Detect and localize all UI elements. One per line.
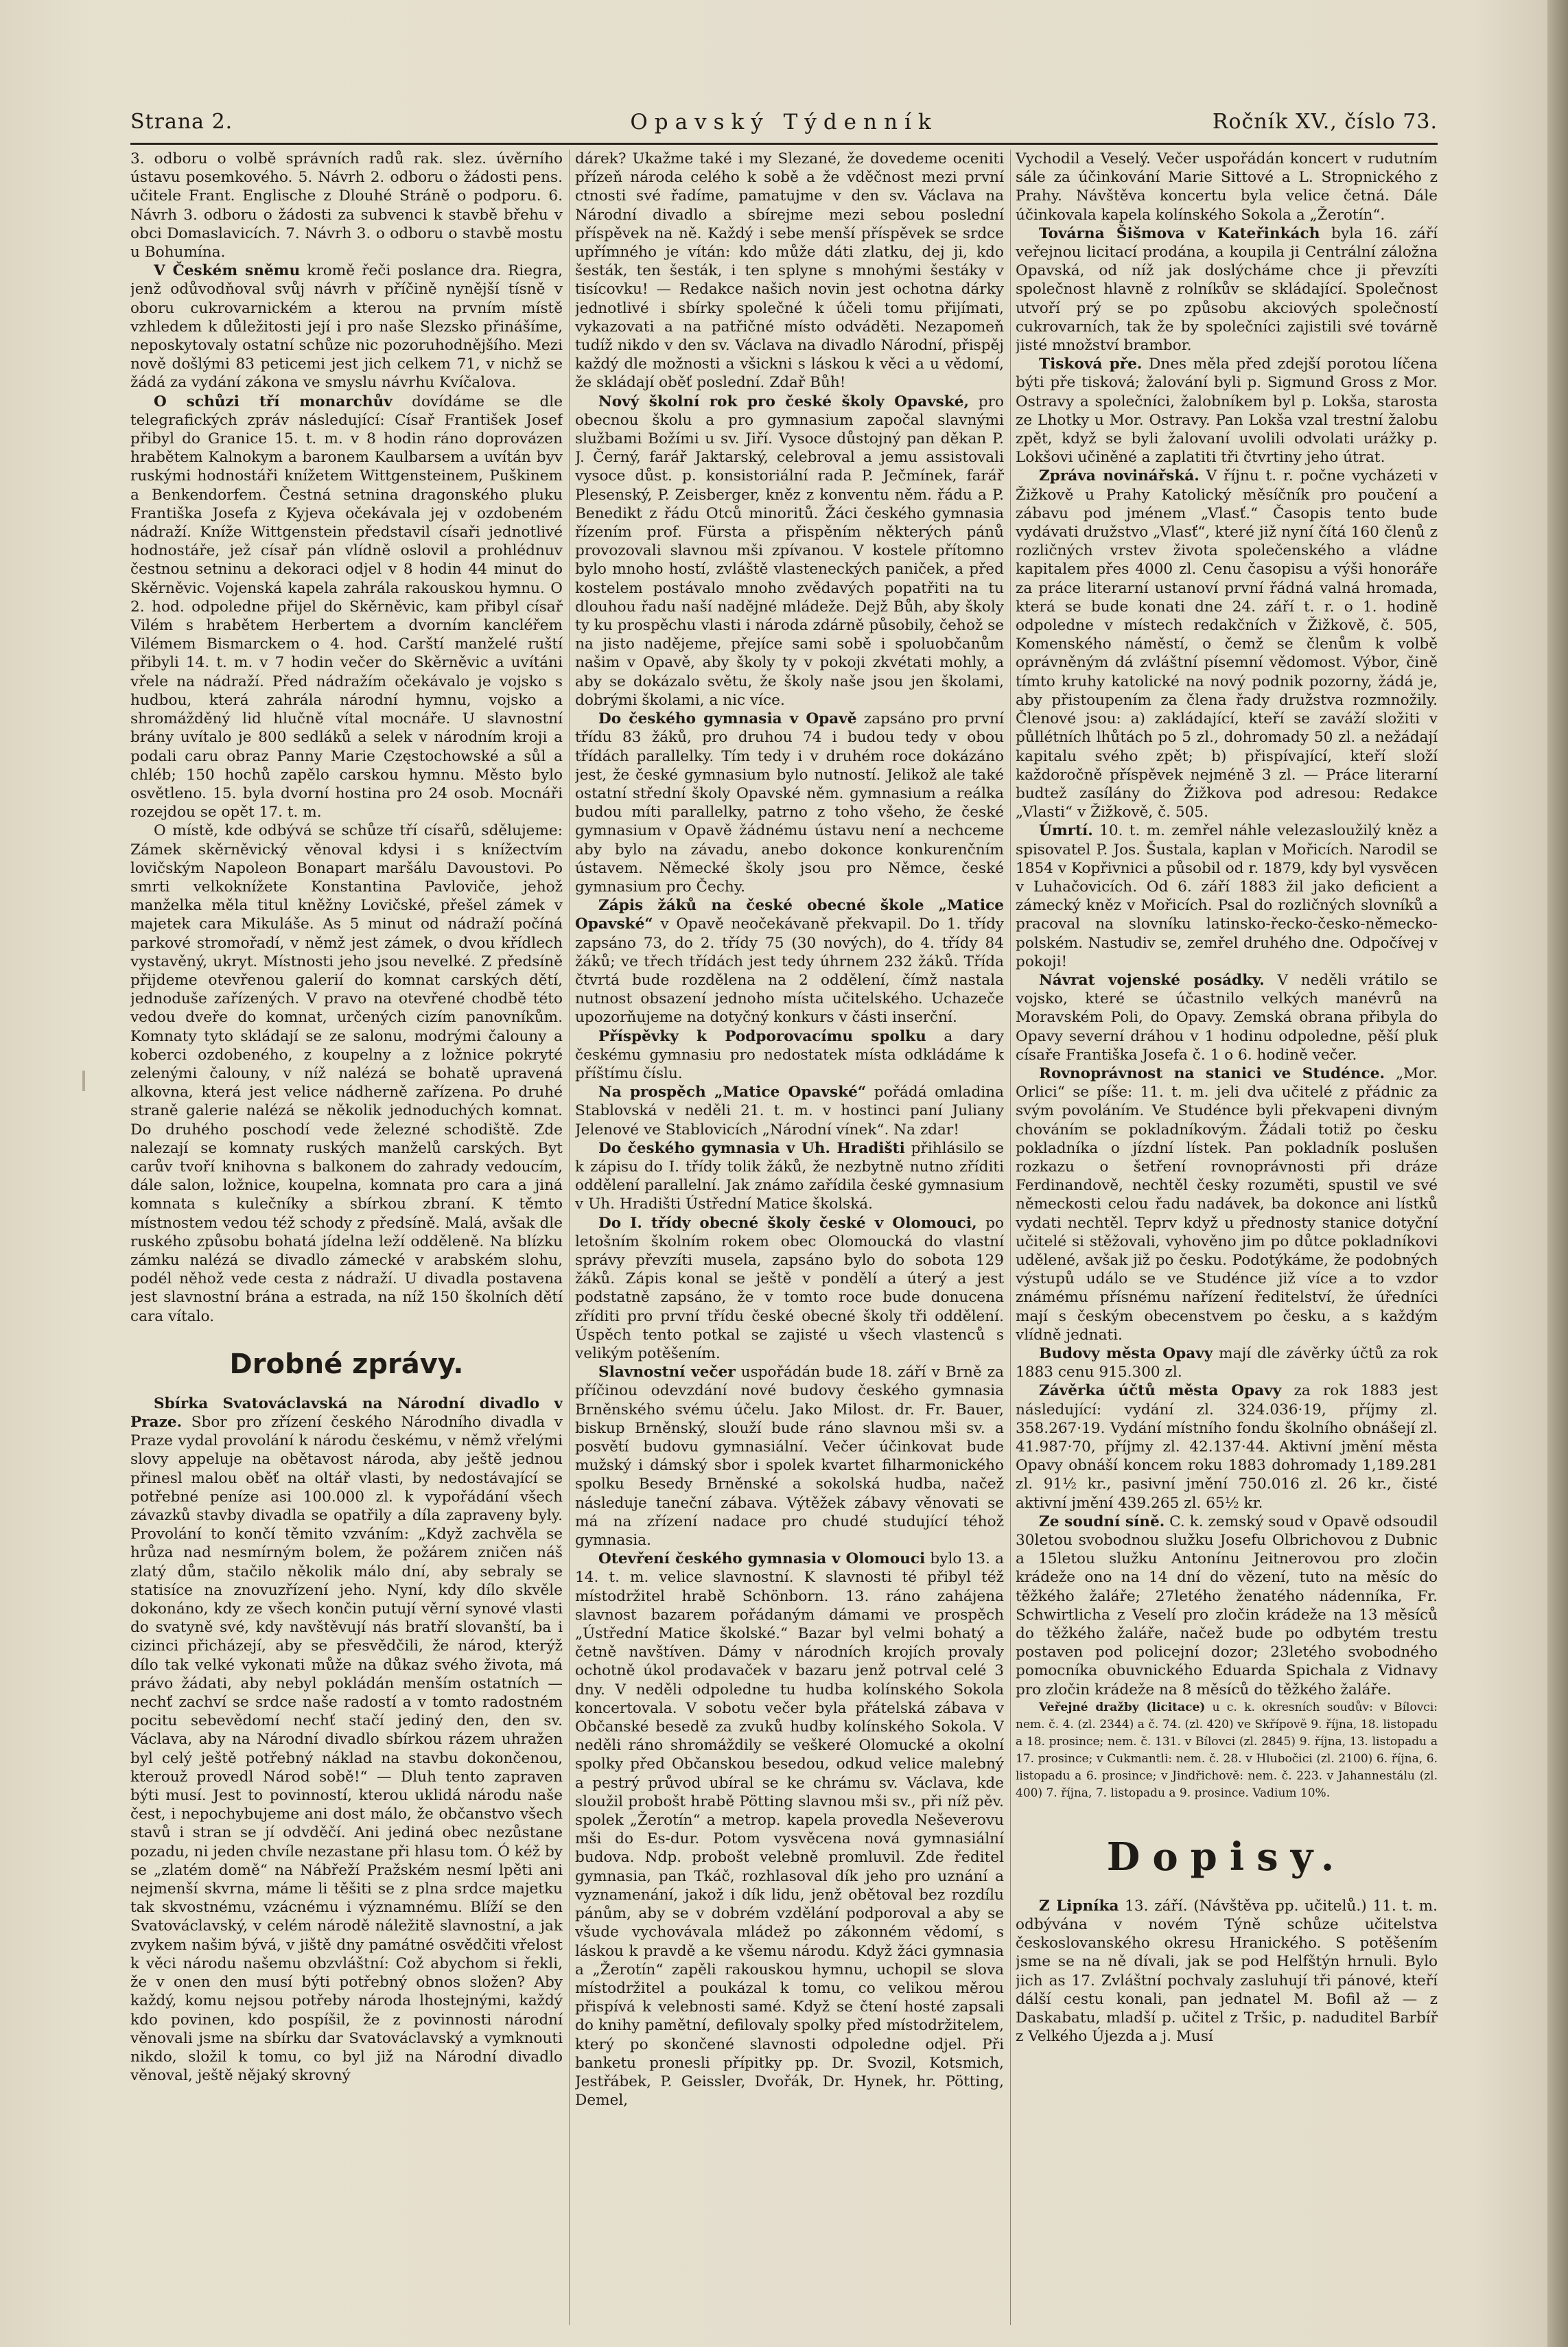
article-text: uspořádán bude 18. září v Brně za příčinou odevzdání nové budovy českého gymnasia Brněnského svému účelu. Jako Milost. dr. Fr. Bauer, biskup Brněnský, slouží bude ráno slavnou mši sv. a posvětí budovu gymnasiální. Večer účinkovat bude mužský i dámský sbor i spolek kvartet filharmonického spolku Besedy Brněnské a sokolská hudba, načež následuje taneční zábava. Výtěžek zábavy věnovati se má na zřízení nadace pro chudé studující téhož gymnasia. xyxy=(575,1364,1004,1550)
article-paragraph xyxy=(575,1139,1004,1214)
article-lead: Příspěvky k Podporovacímu spolku xyxy=(598,1027,926,1045)
header-rule xyxy=(130,143,1438,145)
article-lead: Tisková pře. xyxy=(1039,355,1143,373)
binding-mark xyxy=(82,1071,85,1091)
article-paragraph xyxy=(1016,467,1438,821)
article-text: přihlásilo se k zápisu do I. třídy tolik žáků, že nezbytně nutno zříditi oddělení parallelní. Jak známo zařídila české gymnasium v Uh. Hradišti Ústřední Matice školská. xyxy=(575,1139,1004,1213)
article-paragraph xyxy=(575,1083,1004,1139)
article-text: „Mor. Orlici“ se píše: 11. t. m. jeli dva učitelé z přádnic za svým povoláním. Ve Studénce byli překvapeni divným chováním se pokladníkovým. Žádali totiž po česku pokladníka o jízdní lístek. Pan pokladník poslušen rozkazu o šetření rovnoprávnosti při dráze Ferdinandově, nechtěl česky rozuměti, spustil ve své německosti celou řadu nadávek, ba dokonce ani lístků vydati nechtěl. Teprv když u přednosty stanice dotyční učitelé si stěžovali, vyhověno jim po důtce pokladníkovi udělené, avšak již po česku. Podotýkáme, že podobných výstupů událo se ve Studénce již více a to vzdor známému přísnému nařízení ředitelství, že úředníci mají s českým obecenstvem po česku, a s každým vlídně jednati. xyxy=(1016,1064,1438,1344)
section-heading: Drobné zprávy. xyxy=(229,1348,464,1380)
article-paragraph xyxy=(575,393,1004,710)
article-paragraph xyxy=(130,393,563,822)
article-text: byla 16. září veřejnou licitací prodána, a koupila ji Centrální záložna Opavská, od níž jak doslýcháme chce ji převzíti společnost hlavně z rolníkův se skládající. Společnost utvoří prý se po způsobu akciových společností cukrovarních, tak že by společníci zajistili své továrně jisté množství brambor. xyxy=(1016,224,1438,355)
article-lead: Budovy města Opavy xyxy=(1039,1345,1213,1362)
article-paragraph xyxy=(1016,1513,1438,1699)
article-paragraph xyxy=(1016,1064,1438,1344)
article-paragraph: O místě, kde odbývá se schůze tří císařů, sdělujeme: Zámek skěrněvický věnoval kdysi i s knížectvím lovičským Napoleon Bonapart maršálu Davoustovi. Po smrti velkoknížete Konstantina Pavloviče, jehož manželka měla titul kněžny Lovičské, přešel zámek v majetek cara Mikuláše. As 5 minut od nádraží počíná parkové stromořadí, v němž jest zámek, o dvou křídlech vystavěný, ukryt. Místnosti jeho jsou nevelké. Z předsíně přijdeme otevřenou galerií do komnat carských dětí, jednoduše zařízených. V pravo na otevřené chodbě této vedou dveře do komnat, určených cizím panovníkům. Komnaty tyto skládají se ze salonu, modrými čalouny a koberci ozdobeného, z koupelny a z ložnice pokryté zelenými čalouny, v níž nalézá se bohatě upravená alkovna, která jest velice nádherně zařízena. Po druhé straně galerie nalézá se několik jednoduchých komnat. Do druhého poschodí vede železné schodiště. Zde nalezají se komnaty ruských manželů carských. Byt carův tvoří knihovna s balkonem do zahrady vedoucím, dále salon, ložnice, koupelna, komnata pro cara a jiná komnata s kulečníky a sbírkou zbraní. K těmto místnostem vedou též schody z předsíně. Malá, avšak dle ruského způsobu bohatá jídelna leží odděleně. Na blízku zámku nalézá se divadlo zámecké v arabském slohu, podél něhož vede cesta z nádraží. U divadla postavena jest slavnostní brána a estrada, na níž 150 školních dětí cara vítalo. xyxy=(130,822,563,1325)
article-paragraph xyxy=(575,1214,1004,1364)
article-lead: Závěrka účtů města Opavy xyxy=(1039,1382,1282,1400)
article-text: u c. k. okresních soudův: v Bílovci: nem. č. 4. (zl. 2344) a č. 74. (zl. 420) ve Skřípově 9. října, 18. listopadu a 18. prosince; nem. č. 131. v Bílovci (zl. 2845) 9. října, 13. listopadu a 17. prosince; v Cukmantli: nem. č. 28. v Hlubočici (zl. 2100) 6. října, 6. listopadu a 6. prosince; v Jindřichově: nem. č. 223. v Jahannestálu (zl. 400) 7. října, 7. listopadu a 9. prosince. Vadium 10%. xyxy=(1016,1700,1438,1800)
article-lead: Do českého gymnasia v Opavě xyxy=(598,710,857,728)
article-lead: Sbírka Svatováclavská na Národní divadlo v Praze. xyxy=(130,1394,563,1431)
article-text: Sbor pro zřízení českého Národního divadla v Praze vydal provolání k národu českému, v němž vřelými slovy appeluje na obětavost národa, aby ještě jednou přinesl malou oběť na oltář vlasti, by nedostávající se potřebné peníze asi 100.000 zl. k vypořádání všech závazků stavby divadla se opatřily a díla zapraveny byly. Provolání to končí těmito vzváním: „Když zachvěla se hrůza nad nesmírným bolem, že požárem zničen náš zlatý dům, stačilo několik málo dní, aby sebraly se statisíce na znovuzřízení jeho. Nyní, kdy dílo skvěle dokonáno, kdy ze všech končin putují věrní synové vlasti do svatyně své, kdy navštěvují nás bratří slovanští, ba i cizinci přicházejí, aby se přesvědčili, že národ, kterýž dílo tak velké vykonati může na důkaz svého života, má právo žádati, aby nebyl pokládán menším ostatních — nechť zachví se srdce naše radostí a v tomto radostném pocitu sebevědomí nechť stačí jediný den, den sv. Václava, aby na Národní divadlo sbírkou rázem uhražen byl celý ještě potřebný náklad na stavbu dokončenou, kterouž provedl Národ sobě!“ — Dluh tento zapraven býti musí. Jest to povinností, kterou uklidá národu naše čest, i nepochybujeme ani dost málo, že občanstvo všech stavů i stran se jí odvděčí. Ani jediná obec nezůstane pozadu, ni jeden chvíle nezastane při hlasu tom. Ó kéž by se „zlatém domě“ na Nábřeží Pražském nesmí lpěti ani nejmenší skvrna, máme li těšiti se z plna srdce majetku tak skvostnému, vzácnému i významnému. Blíží se den Svatováclavský, v celém národě náležitě slavnostní, a jak zvykem našim bývá, v jiště dny památné osvědčiti vřelost k věci národu našemu obzvláštní: Což abychom si řekli, že v onen den musí býti potřebný obnos složen? Aby každý, komu nejsou potřeby národa lhostejnými, každý kdo povinen, kdo pospíšil, že z povinnosti národní věnovali jsme na sbírku dar Svatováclavský a vymknouti nikdo, složil k tomu, co byl již na Národní divadlo věnoval, ještě nějaký skrovný xyxy=(130,1414,563,2085)
article-text: 10. t. m. zemřel náhle velezasloužilý kněz a spisovatel P. Jos. Šustala, kaplan v Mořicích. Narodil se 1854 v Kopřivnici a působil od r. 1879, kdy byl vysvěcen v Luhačovicích. Od 6. září 1883 žil jako deficient a zámecký kněz v Mořicích. Psal do rozličných slovníků a pracoval na slovníku latinsko-řecko-česko-německo-polském. Nastudiv se, zemřel druhého dne. Odpočívej v pokoji! xyxy=(1016,822,1438,970)
article-paragraph xyxy=(1016,971,1438,1064)
article-paragraph: 3. odboru o volbě správních radů rak. slez. úvěrního ústavu posemkového. 5. Návrh 2. odboru o žádosti pens. učitele Frant. Englische z Dlouhé Stráně o podporu. 6. Návrh 3. odboru o žádosti za subvenci k stavbě břehu v obci Domaslavicích. 7. Návrh 3. o odboru o stavbě mostu u Bohumína. xyxy=(130,150,563,261)
page-number: Strana 2. xyxy=(130,110,233,134)
article-lead: Z Lipníka xyxy=(1039,1897,1119,1915)
column-divider xyxy=(569,150,570,2325)
article-paragraph xyxy=(1016,1344,1438,1381)
column-divider xyxy=(1010,150,1011,2325)
article-lead: Slavnostní večer xyxy=(598,1364,736,1381)
article-paragraph xyxy=(1016,821,1438,971)
article-text: V neděli vrátilo se vojsko, které se účastnilo velkých manévrů na Moravském Poli, do Opavy. Zemská obrana přibyla do Opavy severní dráhou v 1 hodinu odpoledne, pěší pluk císaře Františka Josefa č. 1 o 6. hodině večer. xyxy=(1016,971,1438,1064)
article-lead: Zápis žáků na české obecné škole „Matice Opavské“ xyxy=(575,897,1004,933)
column-3 xyxy=(1016,150,1438,2325)
article-lead: O schůzi tří monarchův xyxy=(154,393,393,410)
article-text: pro obecnou školu a pro gymnasium započal slavnými službami Božími u sv. Jiří. Vysoce důstojný pan děkan P. J. Černý, farář Jaktarský, celebroval a jemu assistovali vysoce důst. p. konsistoriální rada P. Ječmínek, farář Plesenský, P. Zeisberger, kněz z konventu něm. řádu a P. Benedikt z řádu Otců minoritů. Žáci českého gymnasia řízením prof. Fürsta a přispěním některých pánů provozovali slavnou mši zpívanou. V kostele přítomno bylo mnoho hostí, zvláště vlasteneckých paniček, a před kostelem postávalo mnoho zvědavých popatřiti na tu dlouhou řadu naší nadějné mládeže. Dejž Bůh, aby školy ty ku prospěchu vlasti i národa zdárně působily, čehož se na jisto nadějeme, přejíce sami sobě i spoluobčanům našim v Opavě, aby školy ty v pokoji zkvétati mohly, a aby se dokázalo světu, že školy naše jsou jen školami, dobrými školami, a nic více. xyxy=(575,393,1004,709)
volume-issue: Ročník XV., číslo 73. xyxy=(1212,110,1438,134)
article-paragraph xyxy=(575,1550,1004,2110)
article-lead: Otevření českého gymnasia v Olomouci xyxy=(598,1550,926,1568)
article-text: pořádá omladina Stablovská v neděli 21. t. m. v hostinci paní Juliany Jelenové ve Stablovicích „Národní vínek“. Na zdar! xyxy=(575,1084,1004,1139)
article-lead: Rovnoprávnost na stanici ve Studénce. xyxy=(1039,1064,1385,1082)
article-text: dovídáme se dle telegrafických zpráv následující: Císař František Josef přibyl do Granice 15. t. m. v 8 hodin ráno doprovázen hrabětem Kalnokym a baronem Kaulbarsem a uvítán byv ruskými hodnostáři knížetem Wittgensteinem, Puškinem a Benkendorfem. Čestná setnina dragonského pluku Františka Josefa z Kyjeva očekávala jej v ozdobeném nádraží. Kníže Wittgenstein představil císaři jednotlivé hodnostáře, jež císař pán vlídně oslovil a prohlédnuv čestnou setninu a dekoraci odjel v 8 hodin 44 minut do Skěrněvic. Vojenská kapela zahrála rakouskou hymnu. O 2. hod. odpoledne přijel do Skěrněvic, kam přibyl císař Vilém s hrabětem Herbertem a dvorním kancléřem Vilémem Bismarckem o 4. hod. Carští manželé ruští přibyli 14. t. m. v 7 hodin večer do Skěrněvic a uvítáni vřele na nádraží. Před nádražím očekávalo je vojsko s hudbou, která zahrála národní hymnu, vojsko a shromážděný lid hlučně vítal mocnáře. U slavnostní brány uvítalo je 800 sedláků a selek v národním kroji a podali caru obraz Panny Marie Częstochowské a sůl a chléb; 150 hochů zapělo carskou hymnu. Město bylo osvětleno. 15. byla dvorní hostina pro 24 osob. Mocnáři rozejdou se opět 17. t. m. xyxy=(130,393,563,821)
article-lead: Návrat vojenské posádky. xyxy=(1039,971,1265,989)
newspaper-title: Opavský Týdenník xyxy=(630,110,938,135)
article-lead: Zpráva novinářská. xyxy=(1039,467,1200,485)
column-2 xyxy=(575,150,1004,2325)
article-paragraph xyxy=(1016,1381,1438,1512)
article-text: kromě řeči poslance dra. Riegra, jenž odůvodňoval svůj návrh v příčině nynější tísně v oboru cukrovarnickém a kterou na prvním místě vzhledem k důležitosti její i pro naše Slezsko přinášíme, neposkytovaly ostatní schůze nic pozoruhodnějšího. Mezi nově došlými 83 peticemi jest jich celkem 71, v nichž se žádá za vydání zákona ve smyslu návrhu Kvíčalova. xyxy=(130,262,563,392)
article-lead: Továrna Šišmova v Kateřinkách xyxy=(1039,224,1320,242)
article-text: 13. září. (Návštěva pp. učitelů.) 11. t. m. odbývána v novém Týně schůze učitelstva českoslovanského okresu Hranického. S potěšením jsme se na ně dívali, jak se pod Helfštýn hrnuli. Bylo jich as 17. Zvláštní pochvaly zasluhují tři pánové, kteří dálší cestu konali, pan jednatel M. Bofil až — z Daskabatu, mladší p. učitel z Tršic, p. naduditel Barbíř z Velkého Újezda a j. Musí xyxy=(1016,1897,1438,2046)
article-text: zapsáno pro první třídu 83 žáků, pro druhou 74 i budou tedy v obou třídách parallelky. Tím tedy i v druhém roce dokázáno jest, že české gymnasium bylo nutností. Jelikož ale také ostatní střední školy Opavské něm. gymnasium a reálka budou míti parallelky, patrno z toho všeho, že české gymnasium v Opavě žádnému ústavu není a nechceme aby bylo na závadu, anebo dokonce konkurenčním ústavem. Německé školy jsou pro Němce, české gymnasium pro Čechy. xyxy=(575,710,1004,896)
article-paragraph xyxy=(575,896,1004,1027)
article-paragraph xyxy=(1016,224,1438,355)
article-paragraph xyxy=(575,1363,1004,1550)
article-text: mají dle závěrky účtů za rok 1883 cenu 915.300 zl. xyxy=(1016,1345,1438,1381)
page-spine-shadow xyxy=(1547,0,1568,2347)
article-text: za rok 1883 jest následující: vydání zl. 324.036·19, příjmy zl. 358.267·19. Vydání místního fondu školního obnášejí zl. 41.987·70, příjmy zl. 42.137·44. Aktivní jmění města Opavy obnáší koncem roku 1883 dohromady 1,189.281 zl. 91½ kr., pasivní jmění 750.016 zl. 26 kr., čisté aktivní jmění 439.265 zl. 65½ kr. xyxy=(1016,1382,1438,1512)
article-text: C. k. zemský soud v Opavě odsoudil 30letou svobodnou služku Josefu Olbrichovou z Dubnic a 15letou služku Antonínu Jeitnerovou pro zločin krádeže ono na 14 dní do vězení, tuto na měsíc do těžkého žaláře; 27letého ženatého nádenníka, Fr. Schwirtlicha z Veselí pro zločin krádeže na 13 měsíců do těžkého žaláře, načež bude po odbytém trestu postaven pod policejní dozor; 23letého svobodného pomocníka obuvnického Eduarda Spichala z Vidnavy pro zločin krádeže na 8 měsíců do těžkého žaláře. xyxy=(1016,1513,1438,1698)
article-paragraph xyxy=(575,710,1004,896)
article-lead: Úmrtí. xyxy=(1039,822,1093,840)
article-lead: V Českém sněmu xyxy=(154,262,301,280)
article-text: a dary českému gymnasiu pro nedostatek místa odkládáme k příštímu číslu. xyxy=(575,1027,1004,1082)
article-paragraph xyxy=(1016,355,1438,467)
page-header xyxy=(130,110,1438,144)
section-heading-dopisy: Dopisy. xyxy=(1106,1834,1347,1880)
article-text: V říjnu t. r. počne vycházeti v Žižkově u Prahy Katolický měsíčník pro poučení a zábavu pod jménem „Vlasť.“ Časopis tento bude vydávati družstvo „Vlasť“, které již nyní čítá 160 členů z rozličných vrstev života společenského a vládne kapitalem přes 4000 zl. Cenu časopisu a výši honoráře za práce literarní ustanoví první řádná valná hromada, která se bude konati dne 24. září t. r. o 1. hodině odpoledne v místech redakčních v Žižkově, č. 505, Komenského náměstí, o čemž se členům k volbě oprávněným dá zvláštní písemní vědomost. Výbor, čině tímto kruhy katolické na nový podnik pozorny, žádá je, aby přistoupením za člena řady družstva rozmnožily. Členové jsou: a) zakládající, kteří se zaváží složiti v půllétních lhůtách po 5 zl., dohromady 50 zl. a nežádají kapitalu svého zpět; b) přispívající, kteří složí každoročně příspěvek nejméně 3 zl. — Práce literarní budtež zasílány do Žižkova pod adresou: Redakce „Vlasti“ v Žižkově, č. 505. xyxy=(1016,467,1438,821)
article-lead: Nový školní rok pro české školy Opavské, xyxy=(598,393,970,410)
article-paragraph: Vychodil a Veselý. Večer uspořádán koncert v rudutním sále za účinkování Marie Sittové a L. Stropnického z Prahy. Návštěva koncertu byla velice četná. Dále účinkovala kapela kolínského Sokola a „Žerotín“. xyxy=(1016,150,1438,224)
article-lead: Ze soudní síně. xyxy=(1039,1513,1165,1530)
article-paragraph xyxy=(575,1027,1004,1084)
article-text: bylo 13. a 14. t. m. velice slavnostní. K slavnosti té přibyl též místodržitel hrabě Schönborn. 13. ráno zahájena slavnost bazarem pořádaným dámami ve prospěch „Ústřední Matice školské.“ Bazar byl velmi bohatý a četně navštíven. Dámy v národních krojích provaly ochotně úkol prodavaček v bazaru jenž potrval celé 3 dny. V neděli odpoledne tu hudba kolínského Sokola koncertovala. V sobotu večer byla přátelská zábava v Občanské besedě za zvuků hudby kolínského Sokola. V neděli ráno shromáždily se veškeré Olomucké a okolní spolky před Občanskou besedou, odkud velice malebný a pestrý průvod ubíral se ke chrámu sv. Václava, kde sloužil probošt hrabě Pötting slavnou mši sv., při níž pěv. spolek „Žerotín“ a metrop. kapela provedla Neševerovu mši do Es-dur. Potom vysvěcena nová gymnasiální budova. Ndp. probošt velebně promluvil. Zde ředitel gymnasia, pan Tkáč, rozhlasoval dík jeho pro uznání a vyznamenání, jakož i dík lidu, jenž obětoval bez rozdílu pánům, aby se v dobrém vzdělání podporoval a aby se všude vychovávala mládež po zákonném vědomí, s láskou k pravdě a ke všemu národu. Když žáci gymnasia a „Žerotín“ zapěli rakouskou hymnu, uchopil se slova místodržitel a poukázal k tomu, co velikou měrou přispívá k velebnosti samé. Když se čtení hosté zapsali do knihy pamětní, defilovaly spolky před místodržitelem, který po skončené slavnosti odpoledne odjel. Při banketu pronesli přípitky pp. Dr. Svozil, Kotsmich, Jestřábek, P. Geissler, Dvořák, Dr. Hynek, hr. Pötting, Demel, xyxy=(575,1550,1004,2110)
article-lead: Do I. třídy obecné školy české v Olomouci, xyxy=(598,1214,977,1232)
article-paragraph xyxy=(1016,1897,1438,2046)
article-lead: Do českého gymnasia v Uh. Hradišti xyxy=(598,1139,905,1157)
article-text: v Opavě neočekávaně překvapil. Do 1. třídy zapsáno 73, do 2. třídy 75 (30 nových), do 4. třídy 84 žáků; ve třech třídách jest tedy úhrnem 232 žáků. Třída čtvrtá bude rozdělena na 2 oddělení, čímž nastala nutnost obsazení jednoho místa učitelského. Uchazeče upozorňujeme na dotyčný konkurs v části inserční. xyxy=(575,915,1004,1027)
article-lead: Na prospěch „Matice Opavské“ xyxy=(598,1084,867,1101)
column-1 xyxy=(130,150,563,2325)
article-paragraph xyxy=(130,261,563,392)
article-text: po letošním školním rokem obec Olomoucká do vlastní správy převzíti musela, zapsáno bylo do sobota 129 žáků. Zápis konal se ještě v pondělí a úterý a jest podstatně zapsáno, že v tomto roce bude donucena zříditi pro první třídu české obecné školy tři oddělení. Úspěch tento potkal se zajisté u všech vlastenců s velikým potěšením. xyxy=(575,1214,1004,1362)
auction-notice xyxy=(1016,1699,1438,1802)
article-paragraph: dárek? Ukažme také i my Slezané, že dovedeme oceniti přízeň národa celého k sobě a že vděčnost mezi první ctnosti své řadíme, pamatujme v den sv. Václava na Národní divadlo a sbírejme mezi sebou poslední příspěvek na ně. Každý i sebe menší příspěvek se srdce upřímného je vítán: kdo může dáti zlatku, dej ji, kdo šesták, ten šesták, i ten splyne s mnohými šestáky v tisícovku! — Redakce našich novin jest ochotna dárky jednotlivé i sbírky společné k účeli tomu přijímati, vykazovati a na patřičné místo odváděti. Nezapomeň tudíž nikdo v den sv. Václava na divadlo Národní, přispěj každý dle možnosti a všickni s láskou k věci a u vědomí, že skládají oběť poslední. Zdař Bůh! xyxy=(575,150,1004,392)
article-text: Dnes měla před zdejší porotou líčena býti pře tisková; žalování byli p. Sigmund Gross z Mor. Ostravy a společníci, žalobníkem byl p. Lokša, starosta ze Lhotky u Mor. Ostravy. Pan Lokša vzal trestní žalobu zpět, když se byli žalovaní uvolili odvolati urážky p. Lokšovi učiněné a zaplatiti tři čtvrtiny jeho útrat. xyxy=(1016,355,1438,467)
article-paragraph xyxy=(130,1394,563,2086)
article-lead: Veřejné dražby (licitace) xyxy=(1039,1700,1206,1714)
